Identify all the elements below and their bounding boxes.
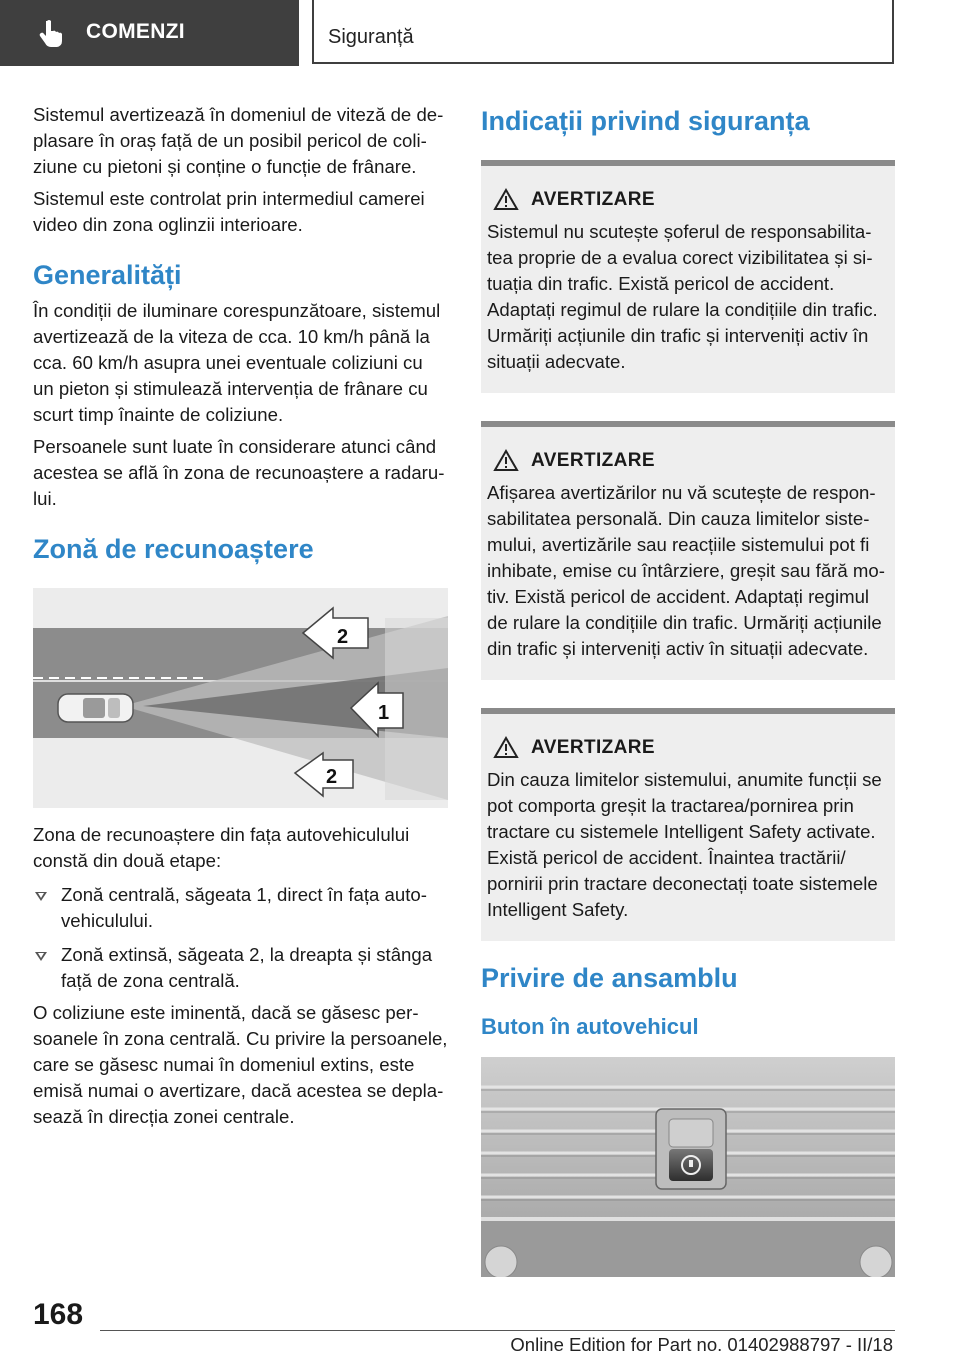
zone-paragraph-1: Zona de recunoaștere din fața autovehiculului constă din două etape: (33, 824, 410, 871)
bullet-text: Zonă extinsă, săgeata 2, la dreapta și stânga față de zona centrală. (61, 944, 433, 991)
heading-overview: Privire de ansamblu (481, 963, 738, 993)
arrow-2-bottom-label: 2 (326, 766, 338, 788)
dashboard-button-photo (481, 1057, 895, 1277)
dashboard-button-image (481, 1057, 895, 1277)
detection-zone-diagram (33, 588, 448, 808)
page-number: 168 (33, 1298, 84, 1331)
edition-label: Online Edition for Part no. 01402988797 - II/18 (510, 1334, 893, 1355)
bullet-text: Zonă centrală, săgeata 1, direct în fața autovehiculului. (61, 884, 427, 931)
intro-paragraph-1: Sistemul avertizează în domeniul de viteză de deplasare în oraș față de un posibil pericol de coliziune cu pietoni și conține o funcție de frânare. (33, 104, 444, 177)
warning-triangle-icon (493, 736, 519, 759)
right-column (481, 102, 895, 1277)
heading-general: Generalități (33, 260, 182, 290)
section-tab[interactable] (0, 0, 299, 66)
arrow-1-label: 1 (378, 702, 390, 724)
warning-text: Afișarea avertizărilor nu vă scutește de responsabilitatea personală. Din cauza limitelor sistemului, avertizările sau reacțiile sistemului pot fi inhibate, emise cu întârziere, greșit sau fără motiv. Există pericol de accident. Adaptați regimul de rulare la condițiile din trafic. Urmăriți acțiunile din trafic și interveniți activ în situații adecvate. (487, 482, 885, 659)
general-paragraph-1: În condiții de iluminare corespunzătoare, sistemul avertizează de la viteza de cca. 10 km/h până la cca. 60 km/h asupra unei eventuale coliziuni cu un pieton și stimulează intervenția de frânare cu scurt timp înainte de coliziune. (33, 300, 441, 425)
bullet-triangle-icon (35, 952, 47, 961)
warning-title: AVERTIZARE (531, 736, 655, 758)
warning-text: Din cauza limitelor sistemului, anumite funcții se pot comporta greșit la tractarea/pornirea prin tractare cu sistemele Intelligent Safety activate. Există pericol de accident. Înaintea tractării/ pornirii prin tractare deconectați toate sistemele Intelligent Safety. (487, 769, 882, 920)
warning-triangle-icon (493, 188, 519, 211)
warning-title: AVERTIZARE (531, 188, 655, 210)
heading-detection-zone: Zonă de recunoaștere (33, 534, 314, 564)
detection-zone-figure (33, 588, 448, 808)
footer-divider (100, 1330, 895, 1331)
car-icon (58, 694, 133, 722)
heading-button-in-vehicle: Buton în autovehicul (481, 1014, 699, 1039)
list-item (33, 942, 448, 994)
bullet-triangle-icon (35, 892, 47, 901)
warning-triangle-icon (493, 449, 519, 472)
arrow-2-top-label: 2 (337, 626, 349, 648)
general-paragraph-2: Persoanele sunt luate în considerare atunci când acestea se află în zona de recunoaștere a radarului. (33, 436, 445, 509)
chapter-tab[interactable] (312, 0, 894, 64)
warning-box (481, 708, 895, 941)
left-column (33, 102, 448, 1136)
list-item (33, 882, 448, 934)
warning-box (481, 160, 895, 393)
intro-paragraph-2: Sistemul este controlat prin intermediul camerei video din zona oglinzii interioare. (33, 188, 425, 235)
section-label: COMENZI (86, 20, 185, 43)
warning-box (481, 421, 895, 680)
warning-title: AVERTIZARE (531, 449, 655, 471)
heading-safety: Indicații privind siguranța (481, 106, 810, 136)
pointing-hand-icon (36, 18, 66, 48)
warning-text: Sistemul nu scutește șoferul de responsabilitatea proprie de a evalua corect vizibilitatea și situația din trafic. Există pericol de accident. Adaptați regimul de rulare la condițiile din trafic. Urmăriți acțiunile din trafic și interveniți activ în situații adecvate. (487, 221, 878, 372)
zone-paragraph-2: O coliziune este iminentă, dacă se găsesc persoanele în zona centrală. Cu privire la persoanele, care se găsesc numai în domeniul extins, este emisă numai o avertizare, dacă acestea se deplasează în direcția zonei centrale. (33, 1002, 448, 1127)
chapter-label: Siguranță (328, 26, 414, 48)
